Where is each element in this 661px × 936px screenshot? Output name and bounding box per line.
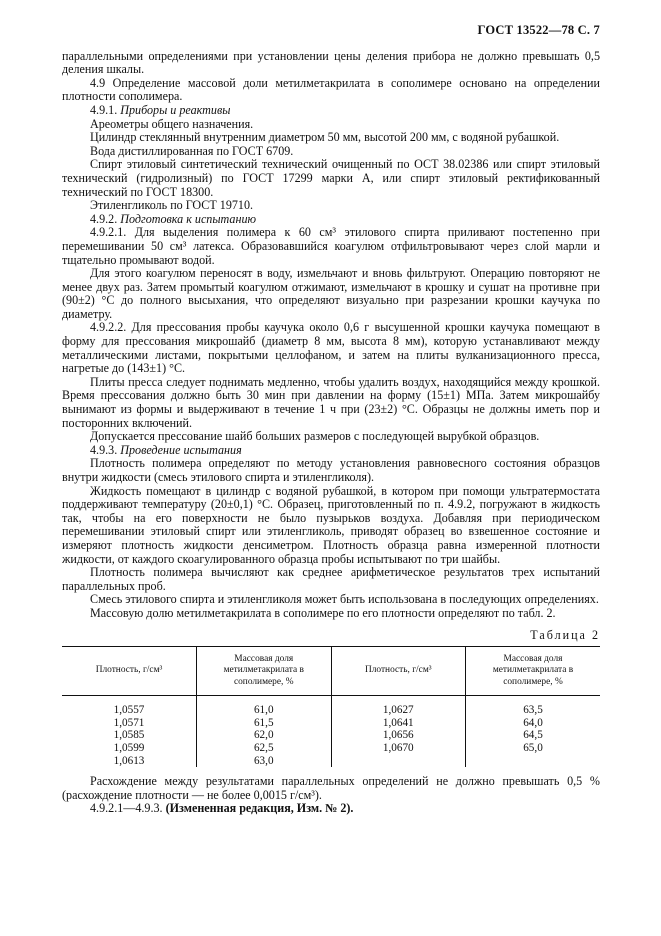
paragraph: Массовую долю метилметакрилата в сополимере по его плотности определяют по табл. 2. [90,605,556,620]
paragraph: Жидкость помещают в цилиндр с водяной рубашкой, в котором при помощи ультратермостата поддерживают температуру (20±0,1) °С. Образец, приготовленный по п. 4.9.2, погружают в жидкость так, чтобы на его поверхности не было пузырьков воздуха. Добавляя при периодическом перемешивании этиловый спирт или этиленгликоль, приводят образец во взвешенное состояние и измеряют плотность жидкости денсиметром. Плотность образца равна измеренной плотности жидкости, от каждого скоагулированного образца пробы испытывают по три шайбы. [62,483,600,566]
section-4-9-2-heading [62,213,600,227]
paragraph-4-9-2-2: 4.9.2.2. Для прессования пробы каучука около 0,6 г высушенной крошки каучука помещают в форму для прессования микрошайб (диаметр 8 мм, высота 8 мм), которую устанавливают между металлическими листами, покрытыми целлофаном, и затем на плиты вулканизационного пресса, нагретые до (143±1) °С. [62,320,600,376]
density-table [62,646,600,767]
paragraph-continuation: параллельными определениями при установлении цены деления прибора не должно превышать 0,5 деления шкалы. [62,48,600,77]
amendment-ref: 4.9.2.1—4.9.3. [90,801,163,816]
paragraph: Для этого коагулюм переносят в воду, измельчают и вновь фильтруют. Операцию повторяют не менее двух раз. Затем промытый коагулюм отжимают, измельчают в крошку и сушат на противне при (90±2) °С до полного высыхания, что определяют визуально при разрезании крошки каучука по диаметру. [62,266,600,321]
section-number: 4.9.3. [90,442,118,457]
table-row [62,696,600,767]
reagent-item: Цилиндр стеклянный внутренним диаметром 50 мм, высотой 200 мм, с водяной рубашкой. [90,130,560,145]
section-title: Проведение испытания [120,442,242,457]
table-header-cell: Плотность, г/см³ [62,647,197,696]
table-cell-density-2: 1,0627 1,0641 1,0656 1,0670 [331,696,466,767]
page-header: ГОСТ 13522—78 С. 7 [477,23,600,37]
table-cell-density-1: 1,0557 1,0571 1,0585 1,0599 1,0613 [113,704,145,767]
paragraph: Плотность полимера вычисляют как среднее арифметическое результатов трех испытаний параллельных проб. [62,565,600,593]
section-title: Приборы и реактивы [120,102,231,117]
table-header-cell: Плотность, г/см³ [331,647,466,696]
paragraph-4-9: 4.9 Определение массовой доли метилметакрилата в сополимере основано на определении плотности сополимера. [62,75,600,104]
section-number: 4.9.1. [90,102,118,117]
table-caption: Таблица 2 [530,627,600,642]
reagent-item: Вода дистиллированная по ГОСТ 6709. [90,143,294,158]
table-cell-fraction-1: 61,0 61,5 62,0 62,5 63,0 [197,696,332,767]
document-page [62,24,600,816]
reagent-item: Спирт этиловый синтетический технический очищенный по ОСТ 38.02386 или спирт этиловый технический (гидролизный) по ГОСТ 17299 марки А, или спирт этиловый ректификованный технический по ГОСТ 18300. [62,157,600,199]
reagent-item: Ареометры общего назначения. [90,116,254,131]
paragraph: Расхождение между результатами параллельных определений не должно превышать 0,5 % (расхождение плотности — не более 0,0015 г/см³). [62,774,600,802]
paragraph: Плиты пресса следует поднимать медленно, чтобы удалить воздух, находящийся между крошкой. Время прессования должно быть 30 мин при давлении на форму (15±1) МПа. Затем микрошайбу вынимают из формы и выдерживают в течение 1 ч при (23±2) °С. Образцы не должны иметь пор и посторонних включений. [62,374,600,430]
section-title: Подготовка к испытанию [120,211,257,226]
paragraph: Плотность полимера определяют по методу установления равновесного состояния образцов внутри жидкости (смесь этилового спирта и этиленгликоля). [62,456,600,484]
amendment-text: (Измененная редакция, Изм. № 2). [165,801,354,816]
section-number: 4.9.2. [90,211,118,226]
paragraph: Смесь этилового спирта и этиленгликоля может быть использована в последующих определениях. [90,592,599,607]
table-header-cell: Массовая доля метилметакрилата в сополимере, % [197,647,332,696]
section-4-9-3-heading [62,444,600,458]
reagent-item: Этиленгликоль по ГОСТ 19710. [90,198,254,213]
paragraph-4-9-2-1: 4.9.2.1. Для выделения полимера к 60 см³ этилового спирта приливают постепенно при перемешивании 50 см³ латекса. Образовавшийся коагулюм отфильтровывают через слой марли и тщательно промывают водой. [62,225,600,267]
table-header-cell: Массовая доля метилметакрилата в сополимере, % [466,647,601,696]
section-4-9-1-heading [62,104,600,118]
amendment-note [62,802,600,816]
table-cell-fraction-2: 63,5 64,0 64,5 65,0 [466,696,601,767]
paragraph: Допускается прессование шайб больших размеров с последующей вырубкой образцов. [90,429,540,444]
